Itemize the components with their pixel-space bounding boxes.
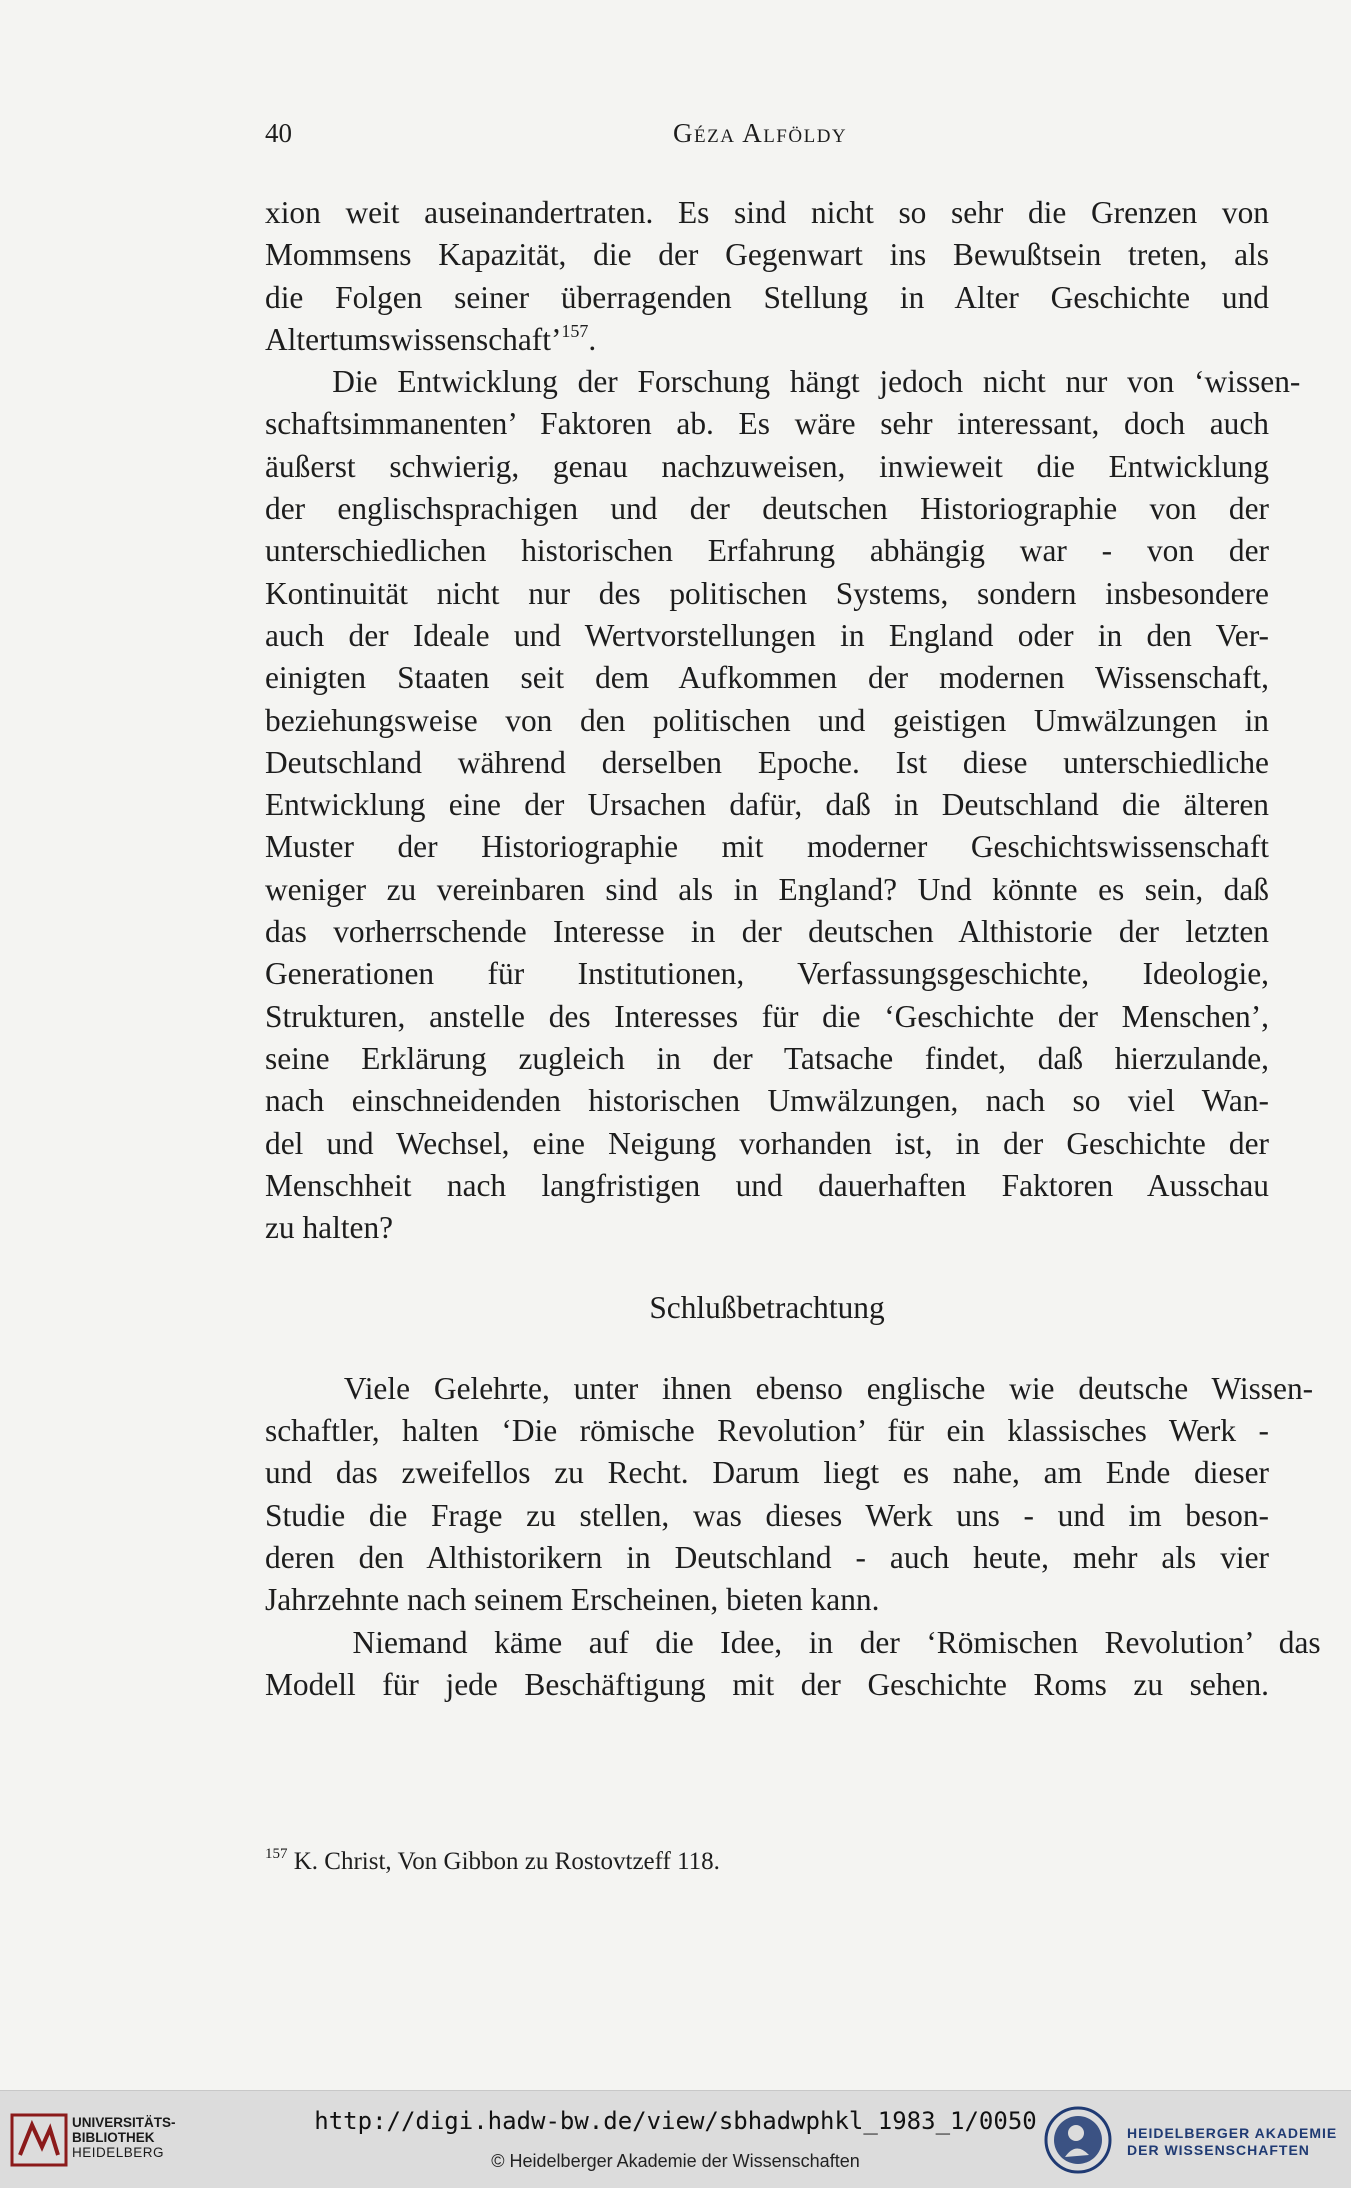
- viewer-footer: [0, 2090, 1351, 2188]
- text-line: [265, 234, 1269, 276]
- line-text: weniger zu vereinbaren sind als in England? Und könnte es sein, daß: [265, 871, 1269, 907]
- text-line: [265, 1579, 1269, 1621]
- academy-name-line2: DER WISSENSCHAFTEN: [1127, 2142, 1310, 2158]
- text-line: [265, 1165, 1269, 1207]
- text-line: [265, 911, 1269, 953]
- text-line: [265, 953, 1269, 995]
- text-line: [265, 319, 1269, 361]
- line-text: deren den Althistorikern in Deutschland - auch heute, mehr als vier: [265, 1539, 1269, 1575]
- academy-name-line1: HEIDELBERGER AKADEMIE: [1127, 2125, 1338, 2141]
- line-text: der englischsprachigen und der deutschen Historiographie von der: [265, 491, 1269, 527]
- line-text: schaftsimmanenten’ Faktoren ab. Es wäre sehr interessant, doch auch: [265, 406, 1269, 442]
- footnote-marker[interactable]: 157: [561, 320, 589, 341]
- text-line: [265, 1537, 1269, 1579]
- text-line: [265, 488, 1269, 530]
- library-name-line2: BIBLIOTHEK: [72, 2130, 155, 2145]
- section-heading: Schlußbetrachtung: [649, 1290, 885, 1326]
- text-line: [265, 277, 1269, 319]
- text-line: [265, 573, 1269, 615]
- text-line: [265, 1080, 1269, 1122]
- footnote-number: 157: [265, 1846, 288, 1862]
- text-block-main: [265, 192, 1301, 1249]
- text-line: [265, 826, 1269, 868]
- running-head: Géza Alföldy: [673, 118, 848, 148]
- footnote: [265, 1848, 720, 1876]
- text-line: [265, 1495, 1269, 1537]
- line-text: seine Erklärung zugleich in der Tatsache findet, daß hierzulande,: [265, 1040, 1269, 1076]
- text-line: [265, 1038, 1269, 1080]
- text-line: [265, 361, 1301, 403]
- text-line: [265, 615, 1269, 657]
- text-line: [265, 657, 1269, 699]
- text-line: [265, 869, 1269, 911]
- line-text: und das zweifellos zu Recht. Darum liegt es nahe, am Ende dieser: [265, 1455, 1269, 1491]
- academy-seal-icon: [1043, 2105, 1113, 2175]
- line-text: beziehungsweise von den politischen und geistigen Umwälzungen in: [265, 702, 1269, 738]
- line-text-after: .: [588, 321, 597, 357]
- permalink-url[interactable]: http://digi.hadw-bw.de/view/sbhadwphkl_1983_1/0050: [314, 2107, 1037, 2135]
- text-line: [265, 700, 1269, 742]
- line-text: äußerst schwierig, genau nachzuweisen, inwieweit die Entwicklung: [265, 448, 1269, 484]
- text-line: [265, 403, 1269, 445]
- line-text: einigten Staaten seit dem Aufkommen der modernen Wissenschaft,: [265, 660, 1269, 696]
- text-line: [265, 192, 1269, 234]
- line-text: Niemand käme auf die Idee, in der ‘Römischen Revolution’ das: [265, 1624, 1321, 1660]
- text-line: [265, 1410, 1269, 1452]
- body-text: [265, 192, 1321, 1706]
- line-text: zu halten?: [265, 1210, 394, 1246]
- text-line: [265, 996, 1269, 1038]
- footnote-text: K. Christ, Von Gibbon zu Rostovtzeff 118.: [293, 1848, 720, 1875]
- line-text: Muster der Historiographie mit moderner Geschichtswissenschaft: [265, 829, 1269, 865]
- line-text: Modell für jede Beschäftigung mit der Geschichte Roms zu sehen.: [265, 1666, 1269, 1702]
- line-text: Generationen für Institutionen, Verfassungsgeschichte, Ideologie,: [265, 956, 1269, 992]
- text-line: [265, 1207, 1269, 1249]
- line-text: Mommsens Kapazität, die der Gegenwart ins Bewußtsein treten, als: [265, 237, 1269, 273]
- text-line: [265, 784, 1269, 826]
- line-text: Menschheit nach langfristigen und dauerhaften Faktoren Ausschau: [265, 1167, 1269, 1203]
- library-name-line1: UNIVERSITÄTS-: [72, 2115, 176, 2130]
- line-text: auch der Ideale und Wertvorstellungen in England oder in den Ver-: [265, 617, 1269, 653]
- academy-logo[interactable]: [1043, 2105, 1343, 2175]
- text-block-conclusion: [265, 1368, 1321, 1706]
- line-text: Strukturen, anstelle des Interesses für die ‘Geschichte der Menschen’,: [265, 998, 1269, 1034]
- text-line: [265, 1452, 1269, 1494]
- line-text: das vorherrschende Interesse in der deutschen Althistorie der letzten: [265, 914, 1269, 950]
- line-text: del und Wechsel, eine Neigung vorhanden ist, in der Geschichte der: [265, 1125, 1269, 1161]
- line-text: Kontinuität nicht nur des politischen Systems, sondern insbesondere: [265, 575, 1269, 611]
- text-line: [265, 1123, 1269, 1165]
- line-text: Entwicklung eine der Ursachen dafür, daß in Deutschland die älteren: [265, 787, 1269, 823]
- line-text: Studie die Frage zu stellen, was dieses Werk uns - und im beson-: [265, 1497, 1269, 1533]
- line-text: xion weit auseinandertraten. Es sind nicht so sehr die Grenzen von: [265, 195, 1269, 230]
- text-line: [265, 1622, 1321, 1664]
- line-text: Viele Gelehrte, unter ihnen ebenso englische wie deutsche Wissen-: [265, 1370, 1314, 1406]
- line-text: Die Entwicklung der Forschung hängt jedoch nicht nur von ‘wissen-: [265, 364, 1301, 400]
- text-line: [265, 1664, 1269, 1706]
- page-number: 40: [265, 118, 292, 148]
- page-header: [265, 118, 1269, 158]
- text-line: [265, 1368, 1314, 1410]
- line-text: Altertumswissenschaft’: [265, 321, 562, 357]
- line-text: die Folgen seiner überragenden Stellung in Alter Geschichte und: [265, 279, 1269, 315]
- library-name-line3: HEIDELBERG: [72, 2145, 165, 2160]
- line-text: unterschiedlichen historischen Erfahrung abhängig war - von der: [265, 533, 1269, 569]
- text-line: [265, 446, 1269, 488]
- line-text: Jahrzehnte nach seinem Erscheinen, bieten kann.: [265, 1582, 880, 1618]
- line-text: schaftler, halten ‘Die römische Revolution’ für ein klassisches Werk -: [265, 1413, 1269, 1449]
- text-line: [265, 530, 1269, 572]
- text-line: [265, 742, 1269, 784]
- copyright-notice: © Heidelberger Akademie der Wissenschaften: [491, 2151, 860, 2171]
- line-text: Deutschland während derselben Epoche. Ist diese unterschiedliche: [265, 744, 1269, 780]
- line-text: nach einschneidenden historischen Umwälzungen, nach so viel Wan-: [265, 1083, 1269, 1119]
